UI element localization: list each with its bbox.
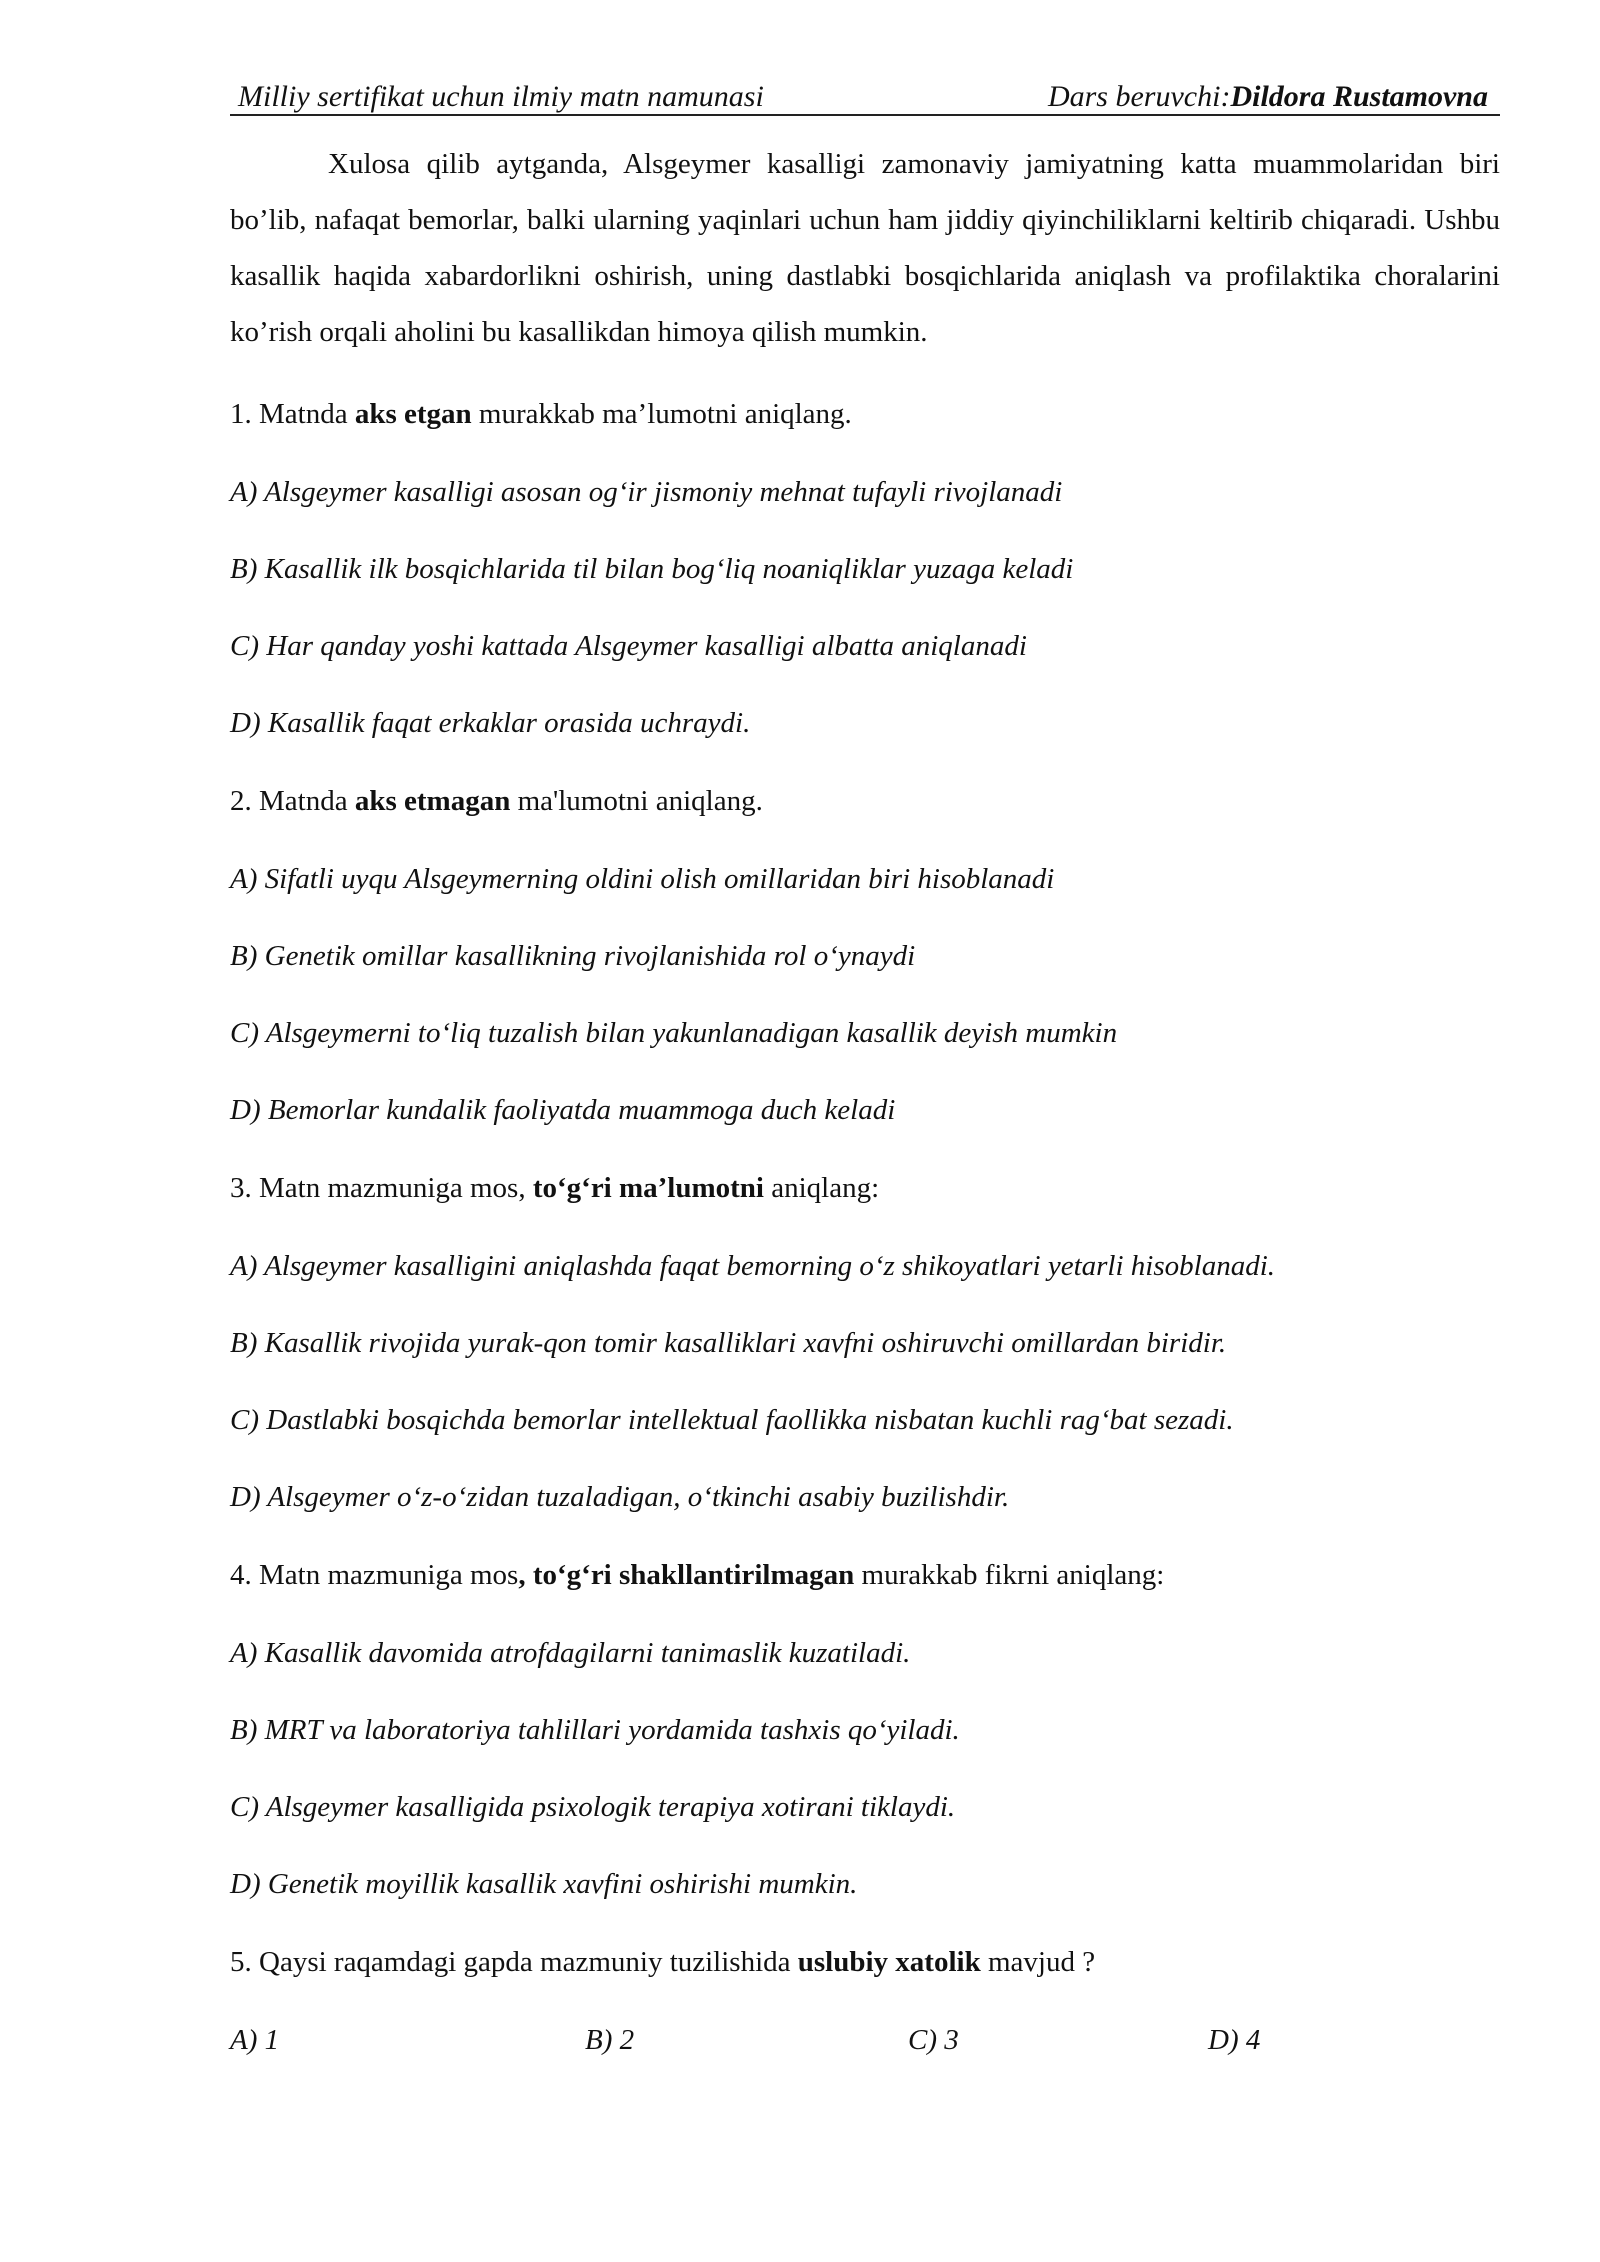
teacher-name: Dildora Rustamovna [1230, 80, 1488, 113]
question-4-option-b[interactable]: B) MRT va laboratoriya tahlillari yordamida tashxis qo‘yiladi. [230, 1714, 960, 1746]
header-teacher [1048, 80, 1488, 114]
question-3-option-d[interactable]: D) Alsgeymer o‘z-o‘zidan tuzaladigan, o‘tkinchi asabiy buzilishdir. [230, 1481, 1010, 1513]
question-4: 4. Matn mazmuniga mos, to‘g‘ri shakllantirilmagan murakkab fikrni aniqlang: [230, 1559, 1165, 1591]
teacher-label: Dars beruvchi: [1047, 80, 1231, 113]
question-4-option-d[interactable]: D) Genetik moyillik kasallik xavfini oshirishi mumkin. [230, 1868, 858, 1900]
question-3: 3. Matn mazmuniga mos, to‘g‘ri ma’lumotni aniqlang: [230, 1172, 880, 1204]
question-3-option-b[interactable]: B) Kasallik rivojida yurak-qon tomir kasalliklari xavfni oshiruvchi omillardan biridir. [230, 1327, 1227, 1359]
question-1-option-b[interactable]: B) Kasallik ilk bosqichlarida til bilan bog‘liq noaniqliklar yuzaga keladi [230, 553, 1074, 585]
question-1-option-a[interactable]: A) Alsgeymer kasalligi asosan og‘ir jismoniy mehnat tufayli rivojlanadi [230, 476, 1063, 508]
document-page [230, 70, 1500, 2058]
header-title: Milliy sertifikat uchun ilmiy matn namunasi [238, 80, 764, 113]
question-5: 5. Qaysi raqamdagi gapda mazmuniy tuzilishida uslubiy xatolik mavjud ? [230, 1946, 1096, 1978]
question-3-option-c[interactable]: C) Dastlabki bosqichda bemorlar intellektual faollikka nisbatan kuchli rag‘bat sezadi. [230, 1404, 1234, 1436]
question-1: 1. Matnda aks etgan murakkab ma’lumotni aniqlang. [230, 398, 852, 430]
question-4-option-a[interactable]: A) Kasallik davomida atrofdagilarni tanimaslik kuzatiladi. [230, 1637, 911, 1669]
question-5-answers [230, 2022, 1500, 2058]
intro-paragraph: Xulosa qilib aytganda, Alsgeymer kasalligi zamonaviy jamiyatning katta muammolaridan biri bo’lib, nafaqat bemorlar, balki ularning yaqinlari uchun ham jiddiy qiyinchiliklarni keltirib chiqaradi. Ushbu kasallik haqida xabardorlikni oshirish, uning dastlabki bosqichlarida aniqlash va profilaktika choralarini ko’rish orqali aholini bu kasallikdan himoya qilish mumkin. [230, 148, 1500, 348]
question-5-option-c[interactable]: C) 3 [908, 2024, 959, 2056]
question-2-option-b[interactable]: B) Genetik omillar kasallikning rivojlanishida rol o‘ynaydi [230, 940, 916, 972]
question-2-option-d[interactable]: D) Bemorlar kundalik faoliyatda muammoga duch keladi [230, 1094, 896, 1126]
question-2: 2. Matnda aks etmagan ma'lumotni aniqlang. [230, 785, 763, 817]
page-header [230, 70, 1500, 116]
question-5-option-b[interactable]: B) 2 [585, 2024, 635, 2056]
question-3-option-a[interactable]: A) Alsgeymer kasalligini aniqlashda faqat bemorning o‘z shikoyatlari yetarli hisoblanadi. [230, 1250, 1276, 1282]
question-2-option-c[interactable]: C) Alsgeymerni to‘liq tuzalish bilan yakunlanadigan kasallik deyish mumkin [230, 1017, 1118, 1049]
question-1-option-c[interactable]: C) Har qanday yoshi kattada Alsgeymer kasalligi albatta aniqlanadi [230, 630, 1027, 662]
question-2-option-a[interactable]: A) Sifatli uyqu Alsgeymerning oldini olish omillaridan biri hisoblanadi [230, 863, 1055, 895]
question-5-option-a[interactable]: A) 1 [230, 2024, 280, 2056]
question-4-option-c[interactable]: C) Alsgeymer kasalligida psixologik terapiya xotirani tiklaydi. [230, 1791, 956, 1823]
question-1-option-d[interactable]: D) Kasallik faqat erkaklar orasida uchraydi. [230, 707, 751, 739]
question-5-option-d[interactable]: D) 4 [1208, 2024, 1261, 2056]
